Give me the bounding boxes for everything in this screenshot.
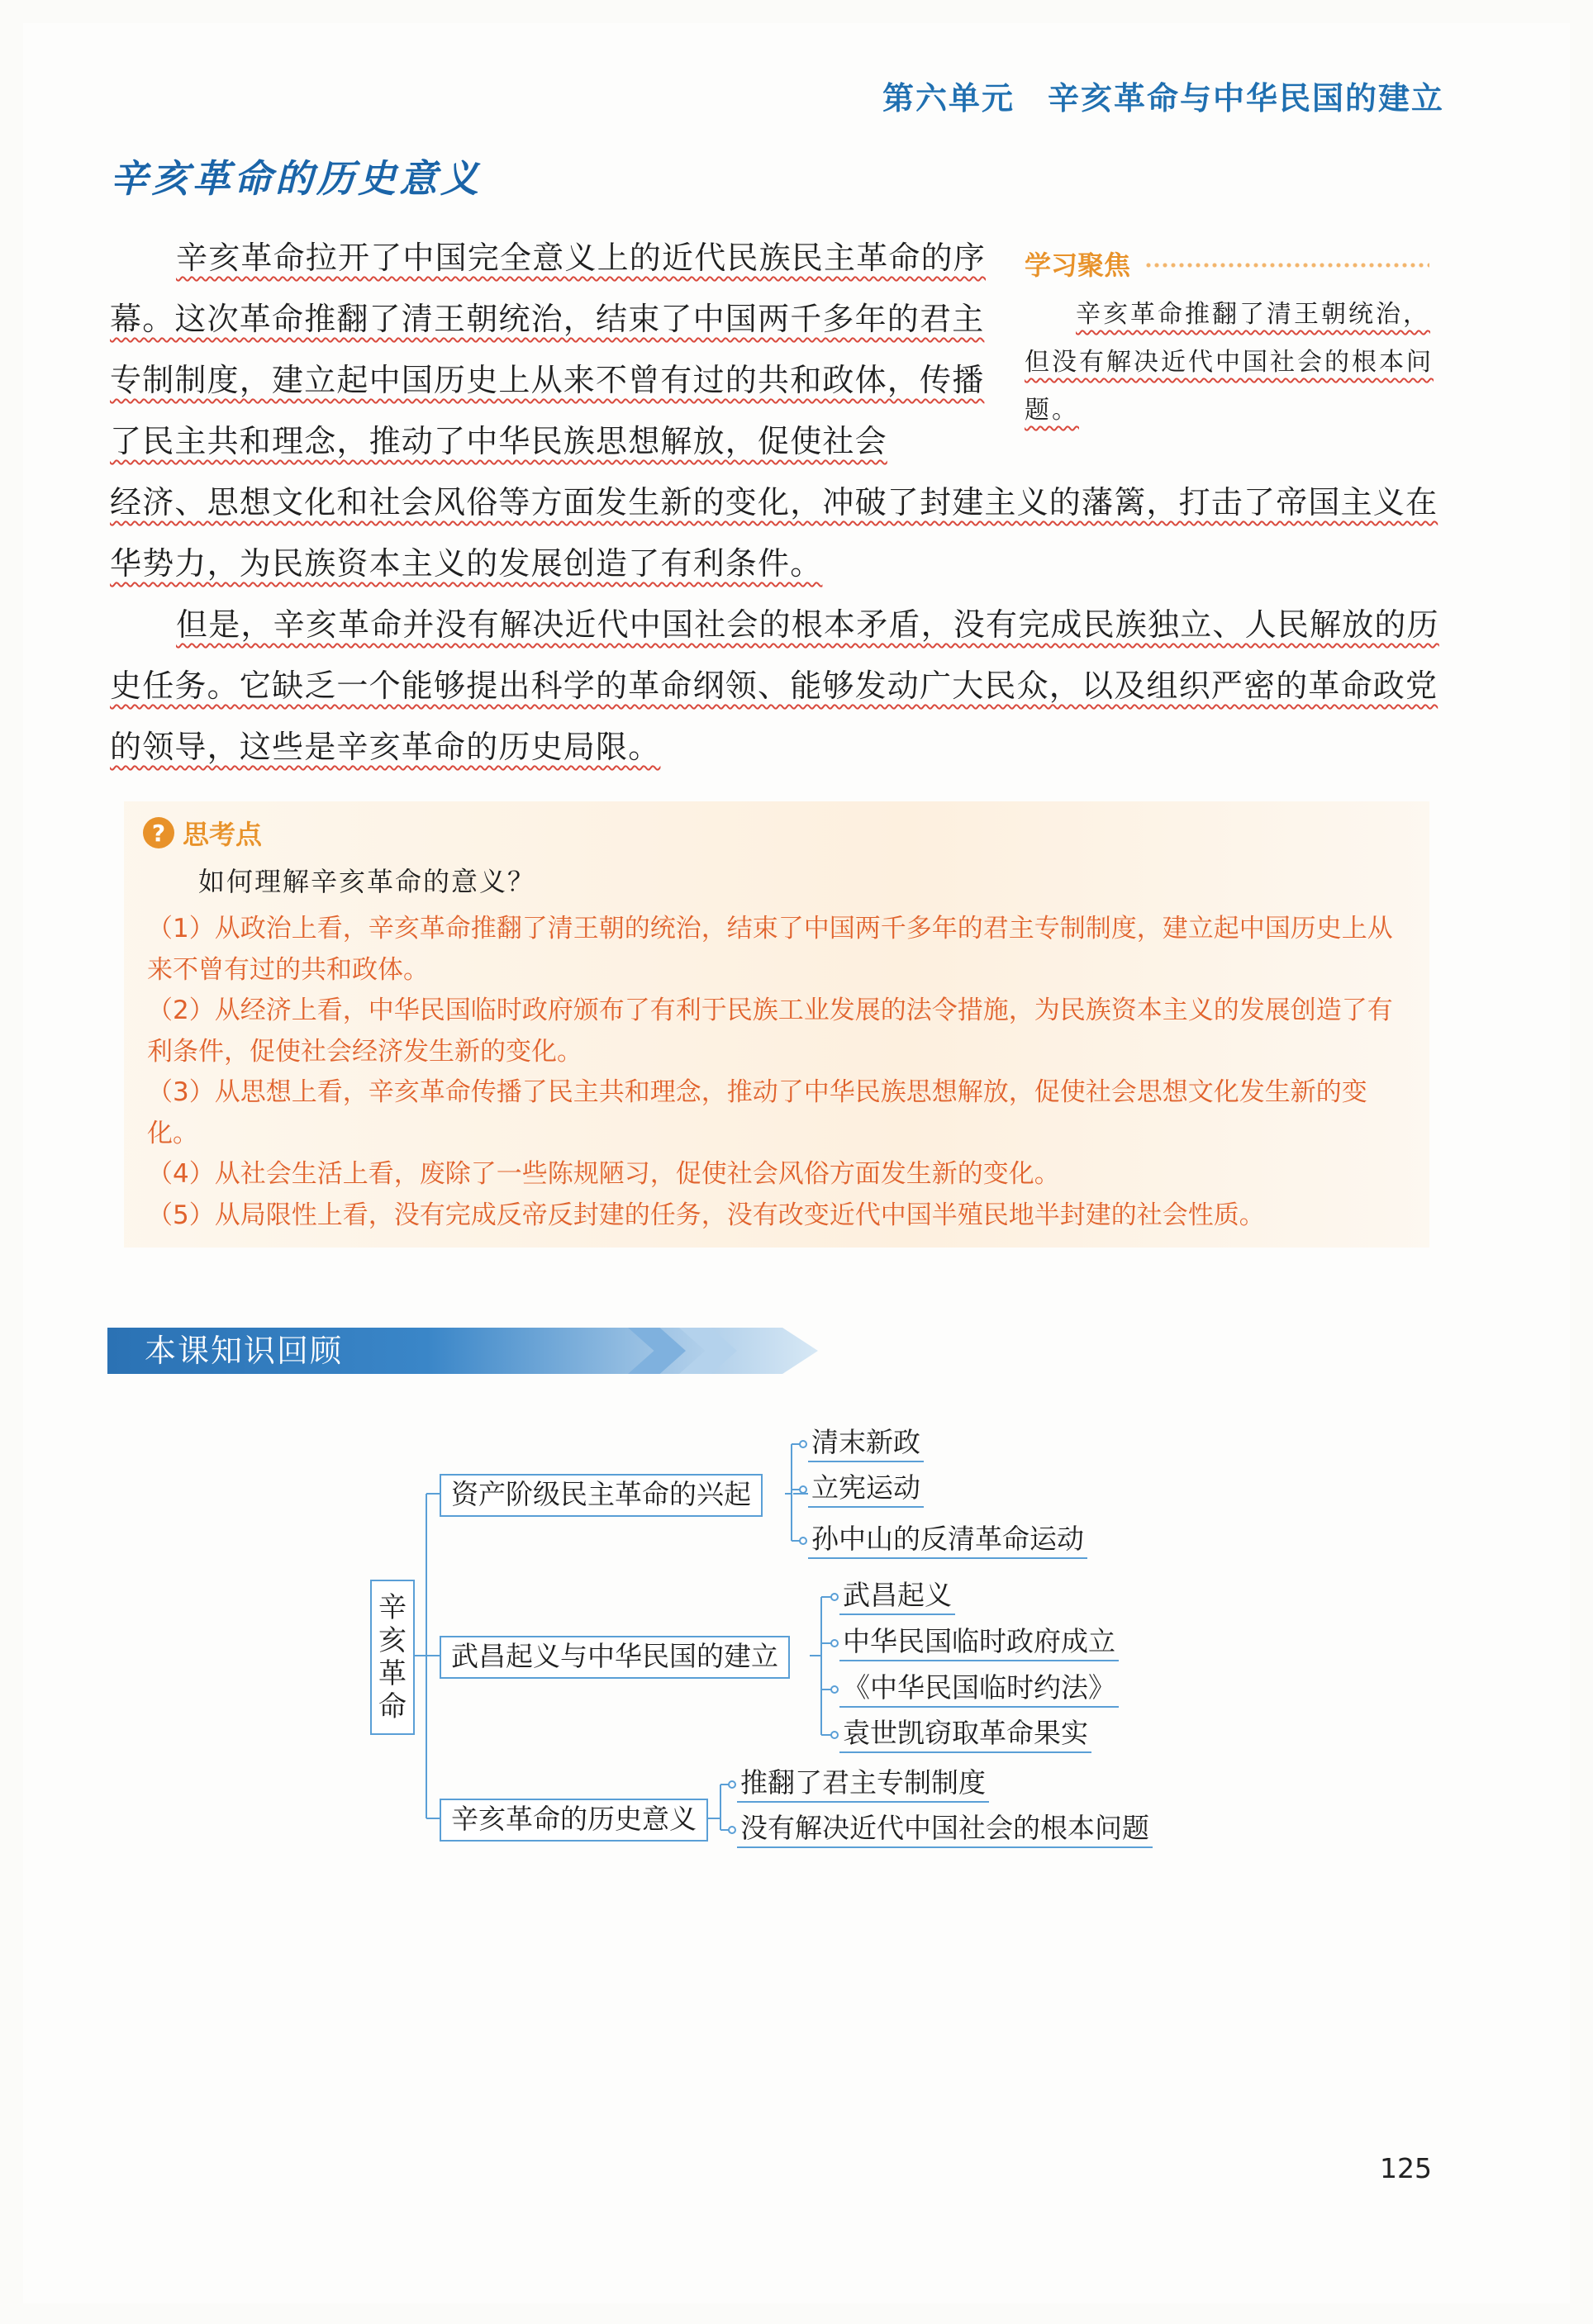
think-header <box>143 816 262 849</box>
body-text: 经济、思想文化和社会风俗等方面发生新的变化，冲破了封建主义的藩篱，打击了帝国主义在华势力，为民族资本主义的发展创造了有利条件。 <box>110 484 1438 582</box>
mindmap-branch: 武昌起义与中华民国的建立 <box>440 1636 790 1679</box>
mindmap-leaf: 立宪运动 <box>808 1470 924 1508</box>
body-text: 辛亥革命拉开了中国完全意义上的近代民族民主革命的序幕。这次革命推翻了清王朝统治，结束了中国两千多年的君主专制制度，建立起中国历史上从来不曾有过的共和政体，传播了民主共和理念，推动了中华民族思想解放，促使社会 <box>110 240 987 459</box>
body-paragraph <box>110 472 1457 594</box>
answer-item: （3）从思想上看，辛亥革命传播了民主共和理念，推动了中华民族思想解放，促使社会思想文化发生新的变化。 <box>147 1077 1367 1148</box>
body-paragraph <box>110 227 994 472</box>
mindmap-root <box>370 1580 415 1735</box>
unit-header: 第六单元 辛亥革命与中华民国的建立 <box>882 80 1444 116</box>
mindmap-leaf: 没有解决近代中国社会的根本问题 <box>737 1810 1153 1848</box>
review-title: 本课知识回顾 <box>145 1333 344 1369</box>
section-title: 辛亥革命的历史意义 <box>110 156 482 201</box>
root-char: 命 <box>378 1690 407 1723</box>
answer-item: （1）从政治上看，辛亥革命推翻了清王朝的统治，结束了中国两千多年的君主专制制度，建立起中国历史上从来不曾有过的共和政体。 <box>147 914 1393 985</box>
think-label: 思考点 <box>183 819 263 850</box>
page-number: 125 <box>1380 2152 1432 2184</box>
root-char: 革 <box>378 1657 407 1690</box>
body-text: 但是，辛亥革命并没有解决近代中国社会的根本矛盾，没有完成民族独立、人民解放的历史任务。它缺乏一个能够提出科学的革命纲领、能够发动广大民众，以及组织严密的革命政党的领导，这些是辛亥革命的历史局限。 <box>110 606 1439 765</box>
mindmap-leaf: 中华民国临时政府成立 <box>839 1623 1119 1661</box>
study-focus-text <box>1025 291 1438 435</box>
mindmap-leaf: 《中华民国临时约法》 <box>839 1670 1119 1708</box>
think-answers <box>147 909 1411 1236</box>
answer-item: （2）从经济上看，中华民国临时政府颁布了有利于民族工业发展的法令措施，为民族资本主义的发展创造了有利条件，促使社会经济发生新的变化。 <box>147 996 1393 1067</box>
answer-item: （4）从社会生活上看，废除了一些陈规陋习，促使社会风俗方面发生新的变化。 <box>147 1159 1060 1189</box>
mindmap-leaf: 袁世凯窃取革命果实 <box>839 1715 1091 1753</box>
mindmap-branch: 辛亥革命的历史意义 <box>440 1799 708 1842</box>
mindmap-leaf: 推翻了君主专制制度 <box>737 1765 989 1803</box>
study-focus-title: 学习聚焦 <box>1025 250 1131 281</box>
root-char: 亥 <box>378 1624 407 1657</box>
dotted-divider <box>1144 261 1429 269</box>
study-focus-sentence: 辛亥革命推翻了清王朝统治，但没有解决近代中国社会的根本问题。 <box>1025 300 1434 425</box>
think-question: 如何理解辛亥革命的意义？ <box>198 866 536 897</box>
mindmap-leaf: 孙中山的反清革命运动 <box>808 1521 1087 1559</box>
mindmap-branch: 资产阶级民主革命的兴起 <box>440 1474 763 1517</box>
root-char: 辛 <box>378 1591 407 1624</box>
question-icon: ? <box>143 817 174 848</box>
mindmap-leaf: 武昌起义 <box>839 1577 955 1615</box>
mindmap-leaf: 清末新政 <box>808 1424 924 1462</box>
answer-item: （5）从局限性上看，没有完成反帝反封建的任务，没有改变近代中国半殖民地半封建的社会性质。 <box>147 1200 1265 1230</box>
body-paragraph <box>110 594 1457 777</box>
